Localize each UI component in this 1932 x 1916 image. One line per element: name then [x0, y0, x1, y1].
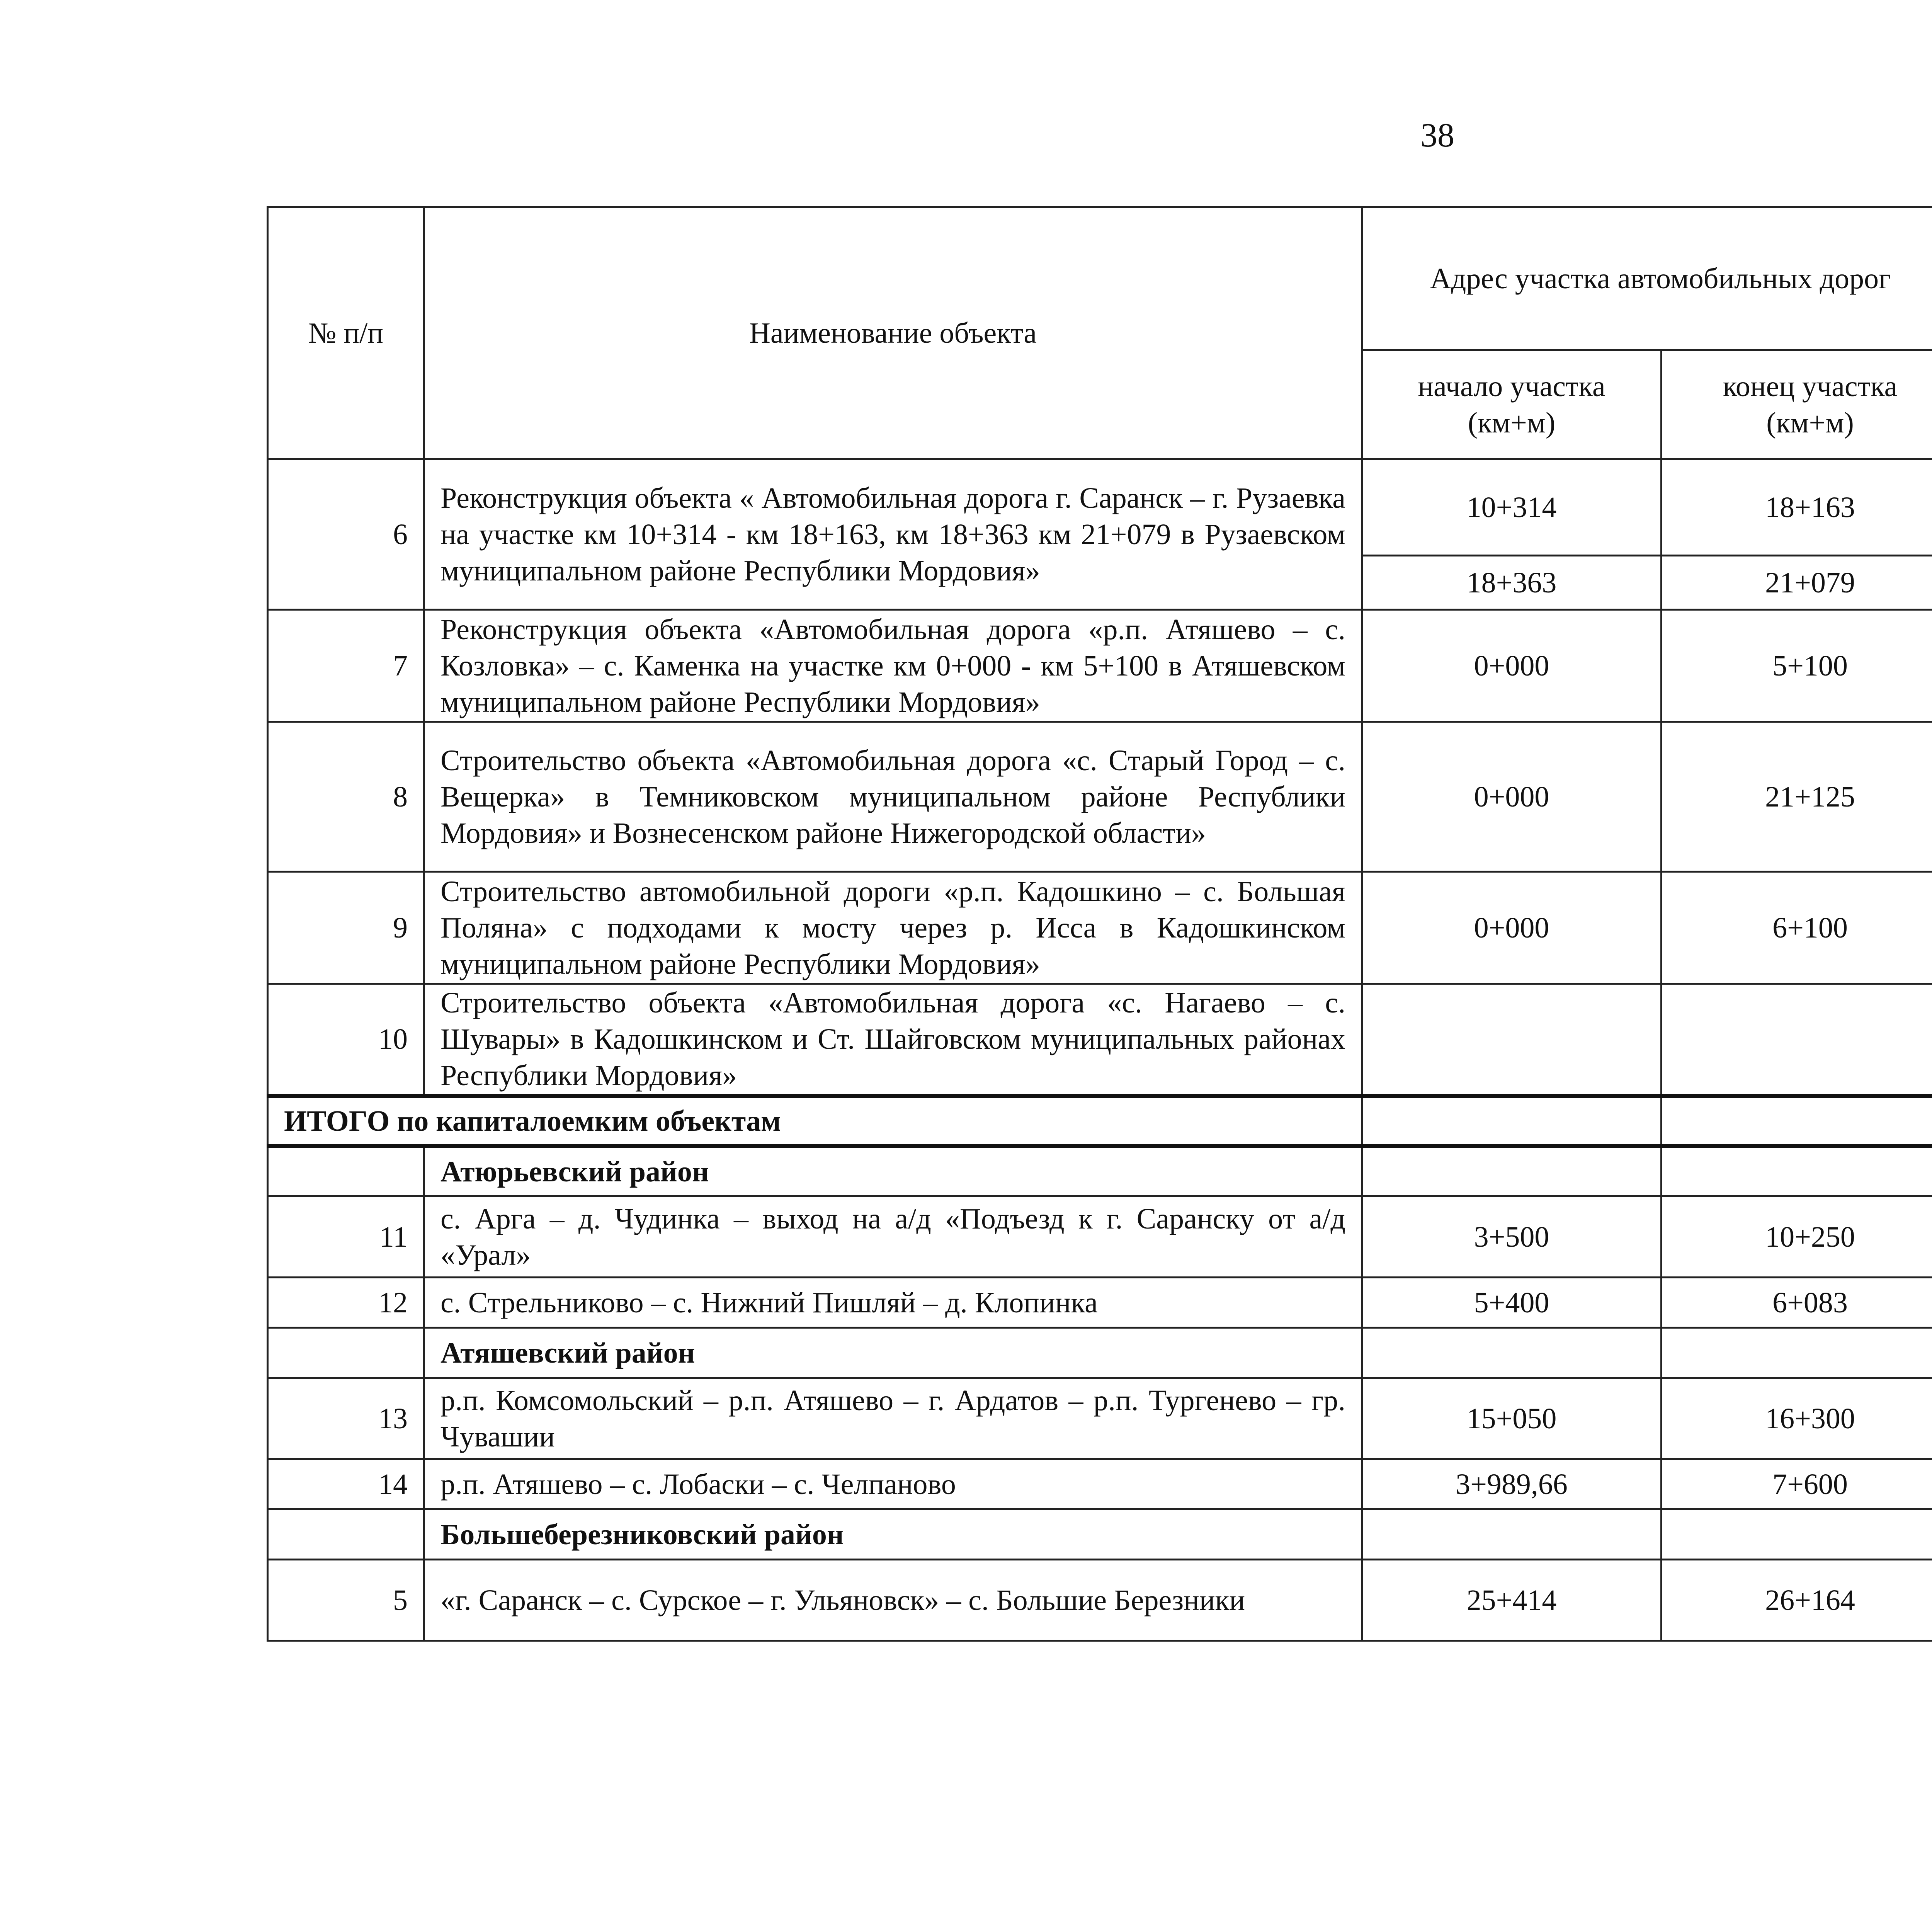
row-end: 6+083: [1662, 1278, 1932, 1328]
empty-cell: [1362, 1096, 1662, 1146]
row-start: [1362, 984, 1662, 1096]
row-end: 6+100: [1662, 872, 1932, 984]
header-end: конец участка (км+м): [1662, 350, 1932, 459]
row-name: Реконструкция объекта « Автомобильная дорога г. Саранск – г. Рузаевка на участке км 10+314 - км 18+163, км 18+363 км 21+079 в Рузаевском муниципальном районе Республики Мордовия»: [424, 459, 1362, 610]
row-name: с. Стрельниково – с. Нижний Пишляй – д. Клопинка: [424, 1278, 1362, 1328]
row-name: р.п. Атяшево – с. Лобаски – с. Челпаново: [424, 1459, 1362, 1509]
row-start: 15+050: [1362, 1378, 1662, 1459]
row-end: 18+163: [1662, 459, 1932, 556]
row-start: 0+000: [1362, 610, 1662, 722]
row-num: 9: [268, 872, 424, 984]
empty-cell: [1362, 1328, 1662, 1378]
row-num: 11: [268, 1196, 424, 1278]
row-num: 10: [268, 984, 424, 1096]
row-start: 18+363: [1362, 556, 1662, 610]
row-num: 8: [268, 722, 424, 872]
table-row: [268, 1560, 1932, 1641]
row-num: 6: [268, 459, 424, 610]
row-end: 26+164: [1662, 1560, 1932, 1641]
empty-cell: [268, 1509, 424, 1560]
row-end: 5+100: [1662, 610, 1932, 722]
header-name: Наименование объекта: [424, 207, 1362, 459]
row-end: 7+600: [1662, 1459, 1932, 1509]
table-row: [268, 1378, 1932, 1459]
header-start: начало участка (км+м): [1362, 350, 1662, 459]
empty-cell: [1662, 1096, 1932, 1146]
row-name: «г. Саранск – с. Сурское – г. Ульяновск» – с. Большие Березники: [424, 1560, 1362, 1641]
total-label: ИТОГО по капиталоемким объектам: [268, 1096, 1362, 1146]
row-num: 13: [268, 1378, 424, 1459]
row-start: 10+314: [1362, 459, 1662, 556]
table-row: [268, 722, 1932, 872]
empty-cell: [1362, 1509, 1662, 1560]
row-start: 25+414: [1362, 1560, 1662, 1641]
table-row: [268, 1196, 1932, 1278]
row-num: 5: [268, 1560, 424, 1641]
total-row: [268, 1096, 1932, 1146]
road-objects-table: [267, 206, 1932, 1642]
table-row: [268, 610, 1932, 722]
empty-cell: [1362, 1146, 1662, 1196]
row-num: 14: [268, 1459, 424, 1509]
table-header-row: [268, 207, 1932, 350]
table-row: [268, 872, 1932, 984]
district-label: Атюрьевский район: [424, 1146, 1362, 1196]
district-row: [268, 1509, 1932, 1560]
empty-cell: [1662, 1328, 1932, 1378]
empty-cell: [1662, 1146, 1932, 1196]
header-num: № п/п: [268, 207, 424, 459]
district-row: [268, 1146, 1932, 1196]
empty-cell: [268, 1146, 424, 1196]
page-number: 38: [1420, 117, 1454, 154]
row-num: 7: [268, 610, 424, 722]
row-start: 3+500: [1362, 1196, 1662, 1278]
row-name: р.п. Комсомольский – р.п. Атяшево – г. Ардатов – р.п. Тургенево – гр. Чувашии: [424, 1378, 1362, 1459]
row-start: 3+989,66: [1362, 1459, 1662, 1509]
table-row: [268, 984, 1932, 1096]
row-name: Реконструкция объекта «Автомобильная дорога «р.п. Атяшево – с. Козловка» – с. Каменка на участке км 0+000 - км 5+100 в Атяшевском муниципальном районе Республики Мордовия»: [424, 610, 1362, 722]
empty-cell: [1662, 1509, 1932, 1560]
row-name: Строительство автомобильной дороги «р.п. Кадошкино – с. Большая Поляна» с подходами к мосту через р. Исса в Кадошкинском муниципальном районе Республики Мордовия»: [424, 872, 1362, 984]
header-address: Адрес участка автомобильных дорог: [1362, 207, 1932, 350]
table-row: [268, 459, 1932, 556]
empty-cell: [268, 1328, 424, 1378]
row-end: 10+250: [1662, 1196, 1932, 1278]
row-end: 21+079: [1662, 556, 1932, 610]
row-end: [1662, 984, 1932, 1096]
row-name: с. Арга – д. Чудинка – выход на а/д «Подъезд к г. Саранску от а/д «Урал»: [424, 1196, 1362, 1278]
row-num: 12: [268, 1278, 424, 1328]
row-start: 0+000: [1362, 872, 1662, 984]
row-end: 21+125: [1662, 722, 1932, 872]
district-label: Большеберезниковский район: [424, 1509, 1362, 1560]
row-end: 16+300: [1662, 1378, 1932, 1459]
table-row: [268, 1278, 1932, 1328]
row-name: Строительство объекта «Автомобильная дорога «с. Нагаево – с. Шувары» в Кадошкинском и Ст. Шайговском муниципальных районах Республики Мордовия»: [424, 984, 1362, 1096]
row-name: Строительство объекта «Автомобильная дорога «с. Старый Город – с. Вещерка» в Темниковском муниципальном районе Республики Мордовия» и Вознесенском районе Нижегородской области»: [424, 722, 1362, 872]
row-start: 0+000: [1362, 722, 1662, 872]
table-row: [268, 1459, 1932, 1509]
district-label: Атяшевский район: [424, 1328, 1362, 1378]
district-row: [268, 1328, 1932, 1378]
row-start: 5+400: [1362, 1278, 1662, 1328]
